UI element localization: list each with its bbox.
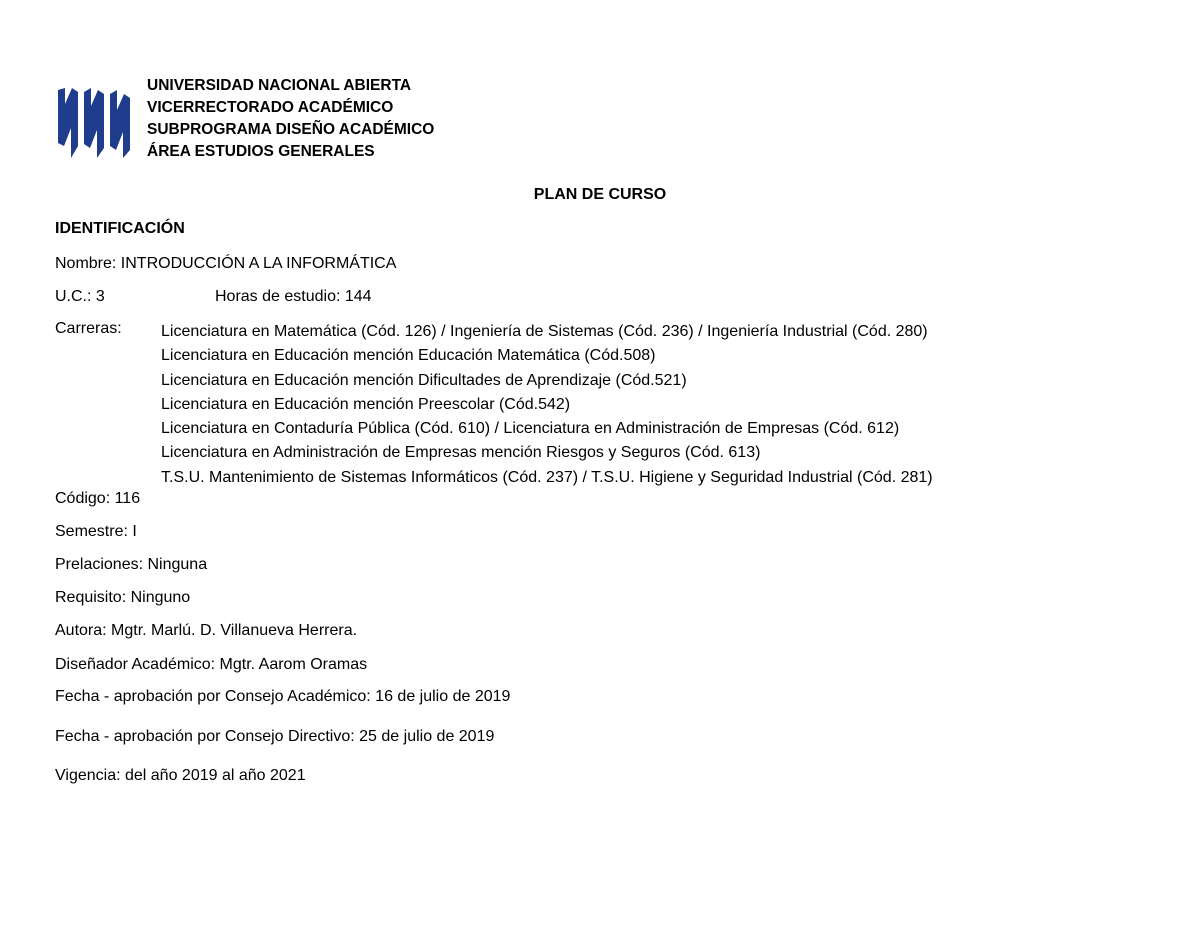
requirement: Requisito: Ninguno (55, 589, 191, 606)
directive-council-approval-date: Fecha - aprobación por Consejo Directivo: 25 de julio de 2019 (55, 728, 495, 745)
career-item: Licenciatura en Administración de Empresas mención Riesgos y Seguros (Cód. 613) (161, 444, 761, 462)
career-item: Licenciatura en Contaduría Pública (Cód. 610) / Licenciatura en Administración de Empresas (Cód. 612) (161, 420, 900, 438)
career-item: Licenciatura en Educación mención Educación Matemática (Cód.508) (161, 347, 656, 365)
career-item: T.S.U. Mantenimiento de Sistemas Informáticos (Cód. 237) / T.S.U. Higiene y Seguridad Industrial (Cód. 281) (161, 468, 933, 486)
career-item: Licenciatura en Matemática (Cód. 126) / Ingeniería de Sistemas (Cód. 236) / Ingeniería Industrial (Cód. 280) (161, 323, 928, 340)
career-item: Licenciatura en Educación mención Dificultades de Aprendizaje (Cód.521) (161, 371, 687, 389)
semester: Semestre: I (55, 523, 137, 540)
author: Autora: Mgtr. Marlú. D. Villanueva Herrera. (55, 622, 358, 639)
document-title: PLAN DE CURSO (533, 186, 667, 203)
credit-units: U.C.: 3 (55, 288, 105, 305)
section-title: IDENTIFICACIÓN (55, 220, 185, 237)
academic-council-approval-date: Fecha - aprobación por Consejo Académico: 16 de julio de 2019 (55, 688, 511, 705)
header-line-vicerrectorado: VICERRECTORADO ACADÉMICO (147, 99, 394, 116)
header-line-area: ÁREA ESTUDIOS GENERALES (147, 143, 375, 160)
career-item: Licenciatura en Educación mención Preescolar (Cód.542) (161, 395, 571, 413)
una-logo-icon (58, 88, 130, 158)
careers-list (161, 320, 933, 490)
prerequisites: Prelaciones: Ninguna (55, 556, 208, 573)
course-code: Código: 116 (55, 490, 141, 507)
study-hours: Horas de estudio: 144 (215, 288, 372, 305)
academic-designer: Diseñador Académico: Mgtr. Aarom Oramas (55, 656, 368, 673)
validity-period: Vigencia: del año 2019 al año 2021 (55, 767, 306, 784)
header-line-subprograma: SUBPROGRAMA DISEÑO ACADÉMICO (147, 121, 435, 138)
course-name: Nombre: INTRODUCCIÓN A LA INFORMÁTICA (55, 255, 397, 272)
header-line-university: UNIVERSIDAD NACIONAL ABIERTA (147, 77, 412, 94)
institution-header (147, 75, 434, 163)
careers-label: Carreras: (55, 320, 122, 337)
